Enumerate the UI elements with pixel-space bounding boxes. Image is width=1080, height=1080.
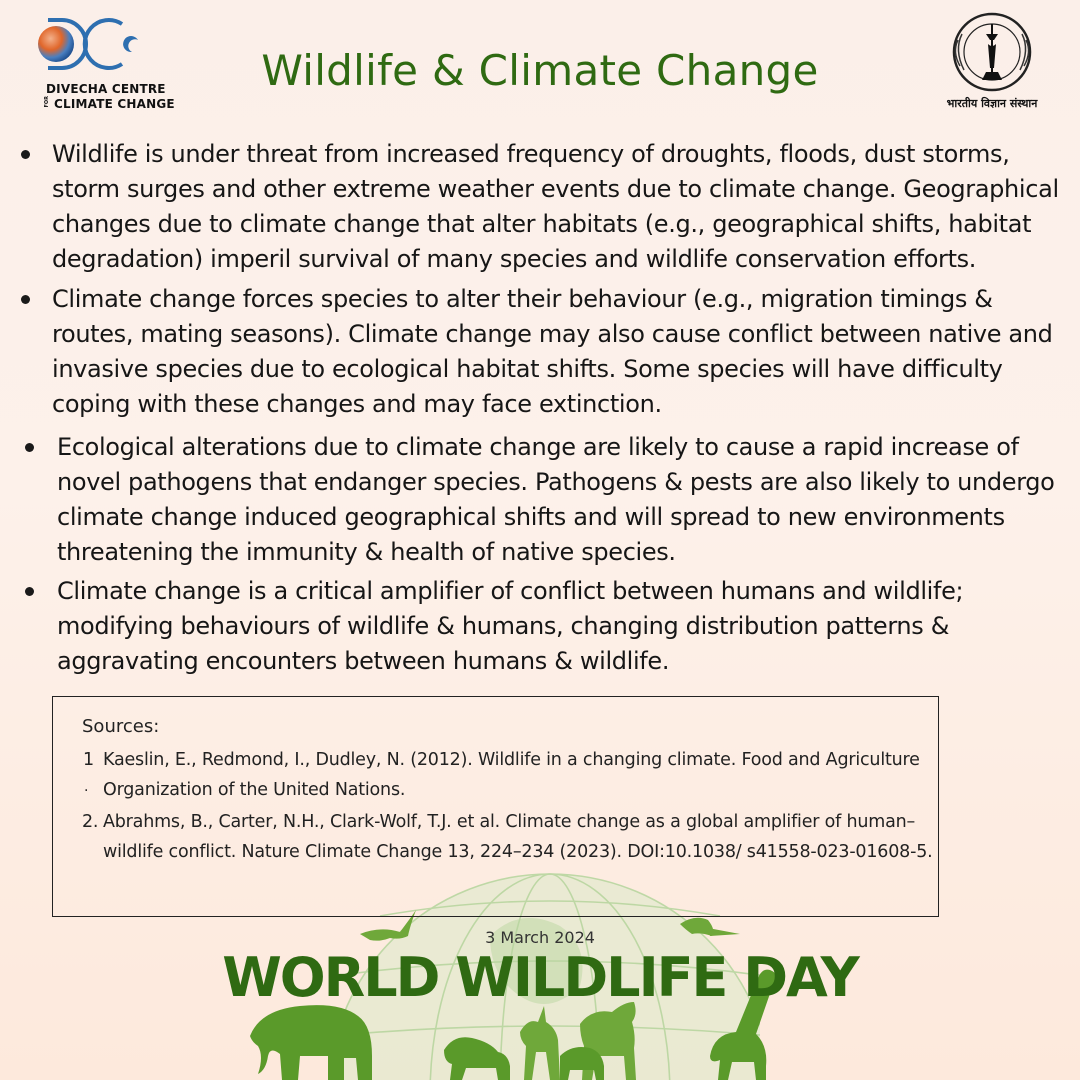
source-item <box>83 745 933 805</box>
iisc-hindi-name: भारतीय विज्ञान संस्थान <box>946 97 1038 110</box>
bullet-text: Wildlife is under threat from increased frequency of droughts, floods, dust storms, storm surges and other extreme weather events due to climate change. Geographical changes due to climate change that alter habitats (e.g., geographical shifts, habitat degradation) imperil survival of many species and wildlife conservation efforts. <box>52 140 1059 273</box>
source-text: Kaeslin, E., Redmond, I., Dudley, N. (2012). Wildlife in a changing climate. Food and Agriculture Organization of the United Nations. <box>103 750 920 800</box>
source-text: Abrahms, B., Carter, N.H., Clark-Wolf, T.J. et al. Climate change as a global amplifier of human–wildlife conflict. Nature Climate Change 13, 224–234 (2023). DOI:10.1038/ s41558-023-01608-5. <box>103 812 933 862</box>
bullet-text: Climate change is a critical amplifier of conflict between humans and wildlife; modifying behaviours of wildlife & humans, changing distribution patterns & aggravating encounters between humans & wildlife. <box>57 577 964 675</box>
lion-icon <box>444 1037 510 1080</box>
sources-heading: Sources: <box>82 716 160 737</box>
source-number-mark: . <box>84 779 89 795</box>
bullet-dot <box>25 587 34 596</box>
event-date: 3 March 2024 <box>485 928 595 947</box>
event-title: WORLD WILDLIFE DAY <box>222 946 858 1009</box>
deer-icon <box>520 1006 560 1080</box>
iisc-logo <box>936 10 1048 114</box>
source-number: 1 <box>83 750 94 770</box>
bullet-dot <box>21 295 30 304</box>
bullet-item <box>57 574 1067 679</box>
bullet-item <box>52 282 1062 422</box>
page-title: Wildlife & Climate Change <box>261 46 819 95</box>
bullet-text: Climate change forces species to alter their behaviour (e.g., migration timings & routes, mating seasons). Climate change may also cause conflict between native and invasive species due to ecological habitat shifts. Some species will have difficulty coping with these changes and may face extinction. <box>52 285 1053 418</box>
bullet-text: Ecological alterations due to climate change are likely to cause a rapid increase of novel pathogens that endanger species. Pathogens & pests are also likely to undergo climate change induced geographical shifts and will spread to new environments threatening the immunity & health of native species. <box>57 433 1055 566</box>
elephant-icon <box>250 1005 372 1080</box>
source-item <box>82 807 933 867</box>
bullet-item <box>57 430 1067 570</box>
sources-box <box>52 696 939 917</box>
divecha-logo-line2: CLIMATE CHANGE <box>54 97 175 111</box>
bullet-dot <box>21 150 30 159</box>
divecha-logo-line1: DIVECHA CENTRE <box>46 82 166 96</box>
iisc-emblem-icon <box>936 10 1048 96</box>
source-number: 2. <box>82 812 99 832</box>
divecha-logo-for: FOR <box>44 96 50 108</box>
bullet-item <box>52 137 1062 277</box>
bullet-dot <box>25 443 34 452</box>
